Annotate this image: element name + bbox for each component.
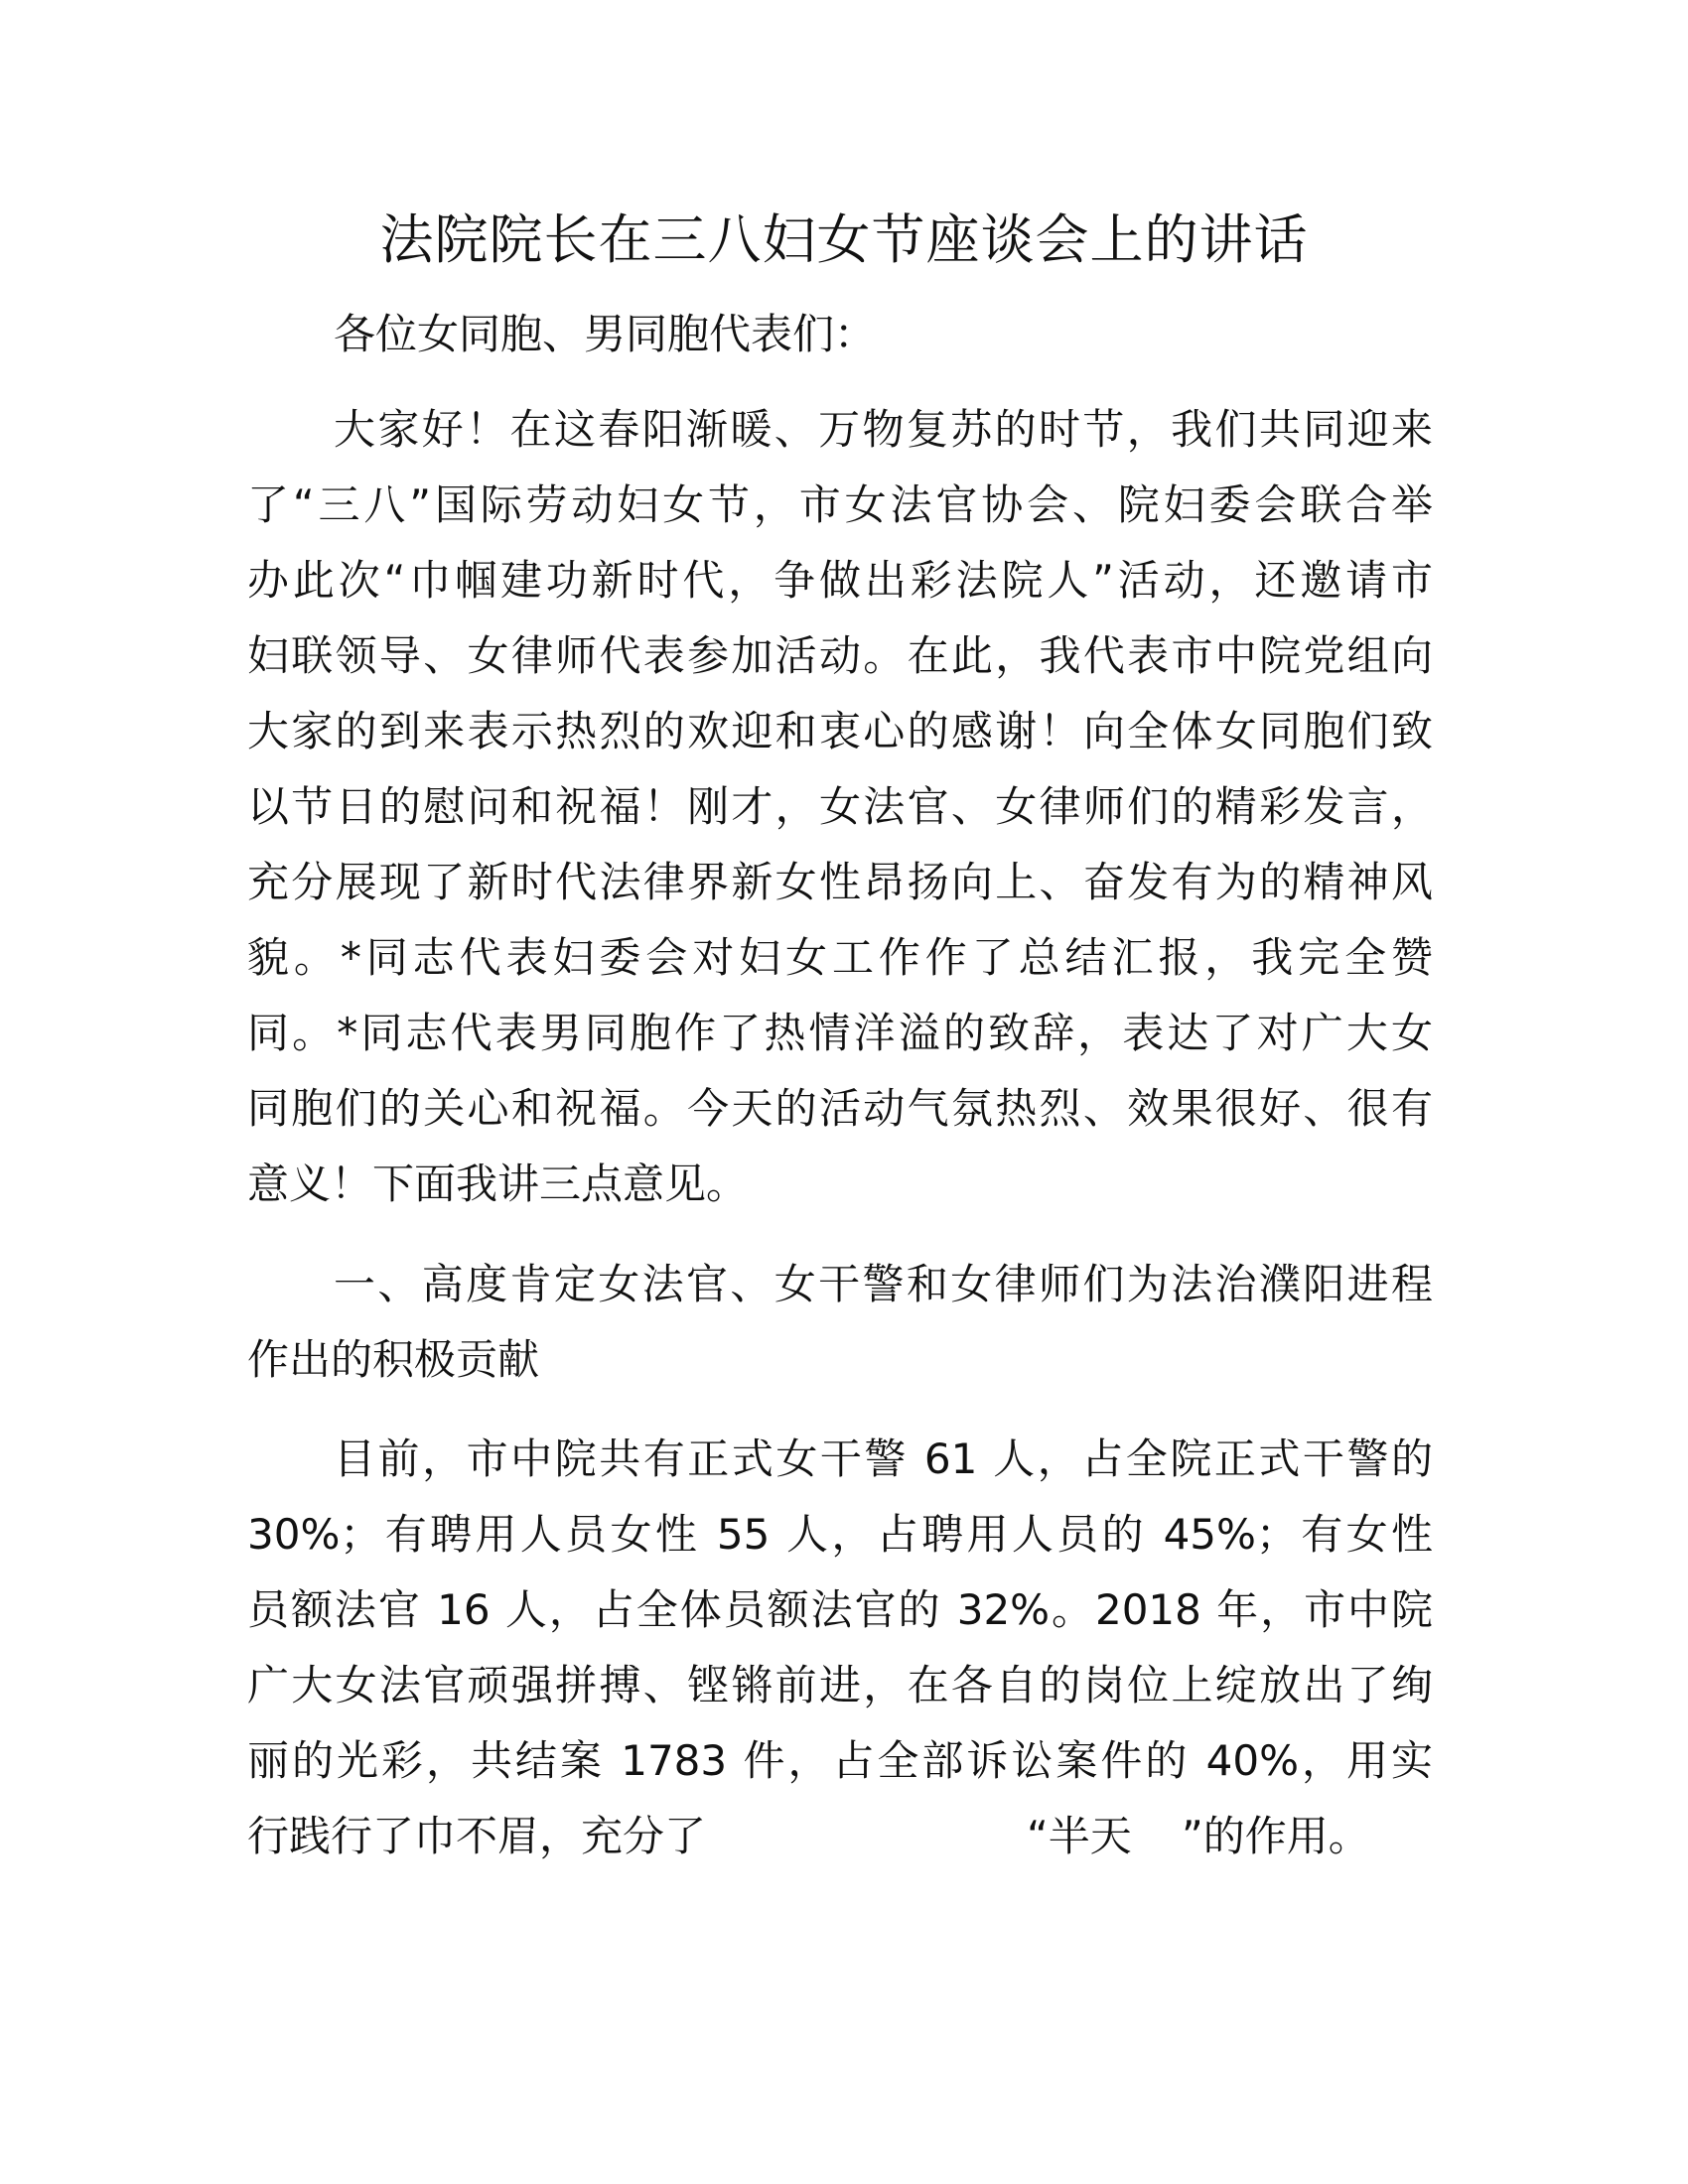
paragraph-line: 同胞们的关心和祝福。今天的活动气氛热烈、效果很好、很有 <box>247 1084 1433 1133</box>
paragraph-line: 办此次“巾帼建功新时代，争做出彩法院人”活动，还邀请市 <box>247 556 1433 605</box>
paragraph-line: 了“三八”国际劳动妇女节，市女法官协会、院妇委会联合举 <box>247 480 1433 529</box>
paragraph-line-quote: “半天 <box>1027 1812 1132 1860</box>
section-heading-line: 一、高度肯定女法官、女干警和女律师们为法治濮阳进程 <box>334 1260 1433 1308</box>
paragraph-line: 丽的光彩，共结案 1783 件，占全部诉讼案件的 40%，用实 <box>247 1736 1433 1785</box>
paragraph-line: 意义！下面我讲三点意见。 <box>247 1160 749 1208</box>
paragraph-line: 大家好！在这春阳渐暖、万物复苏的时节，我们共同迎来 <box>334 405 1433 454</box>
paragraph-line: 目前，市中院共有正式女干警 61 人，占全院正式干警的 <box>334 1434 1433 1483</box>
paragraph-line-end: ”的作用。 <box>1182 1812 1370 1860</box>
paragraph-line: 广大女法官顽强拼搏、铿锵前进，在各自的岗位上绽放出了绚 <box>247 1661 1433 1709</box>
paragraph-line: 充分展现了新时代法律界新女性昂扬向上、奋发有为的精神风 <box>247 858 1433 906</box>
document-title: 法院院长在三八妇女节座谈会上的讲话 <box>379 208 1309 271</box>
paragraph-line: 妇联领导、女律师代表参加活动。在此，我代表市中院党组向 <box>247 631 1433 680</box>
paragraph-line-start: 行践行了巾不眉，充分了 <box>247 1812 707 1860</box>
salutation: 各位女同胞、男同胞代表们： <box>334 310 877 358</box>
section-heading-line: 作出的积极贡献 <box>247 1335 540 1384</box>
paragraph-line: 貌。*同志代表妇委会对妇女工作作了总结汇报，我完全赞 <box>247 933 1433 982</box>
paragraph-line: 以节日的慰问和祝福！刚才，女法官、女律师们的精彩发言， <box>247 782 1433 831</box>
paragraph-line: 同。*同志代表男同胞作了热情洋溢的致辞，表达了对广大女 <box>247 1009 1433 1057</box>
paragraph-line: 30%；有聘用人员女性 55 人，占聘用人员的 45%；有女性 <box>247 1510 1433 1559</box>
paragraph-line: 大家的到来表示热烈的欢迎和衷心的感谢！向全体女同胞们致 <box>247 707 1433 755</box>
paragraph-line: 员额法官 16 人，占全体员额法官的 32%。2018 年，市中院 <box>247 1585 1433 1634</box>
